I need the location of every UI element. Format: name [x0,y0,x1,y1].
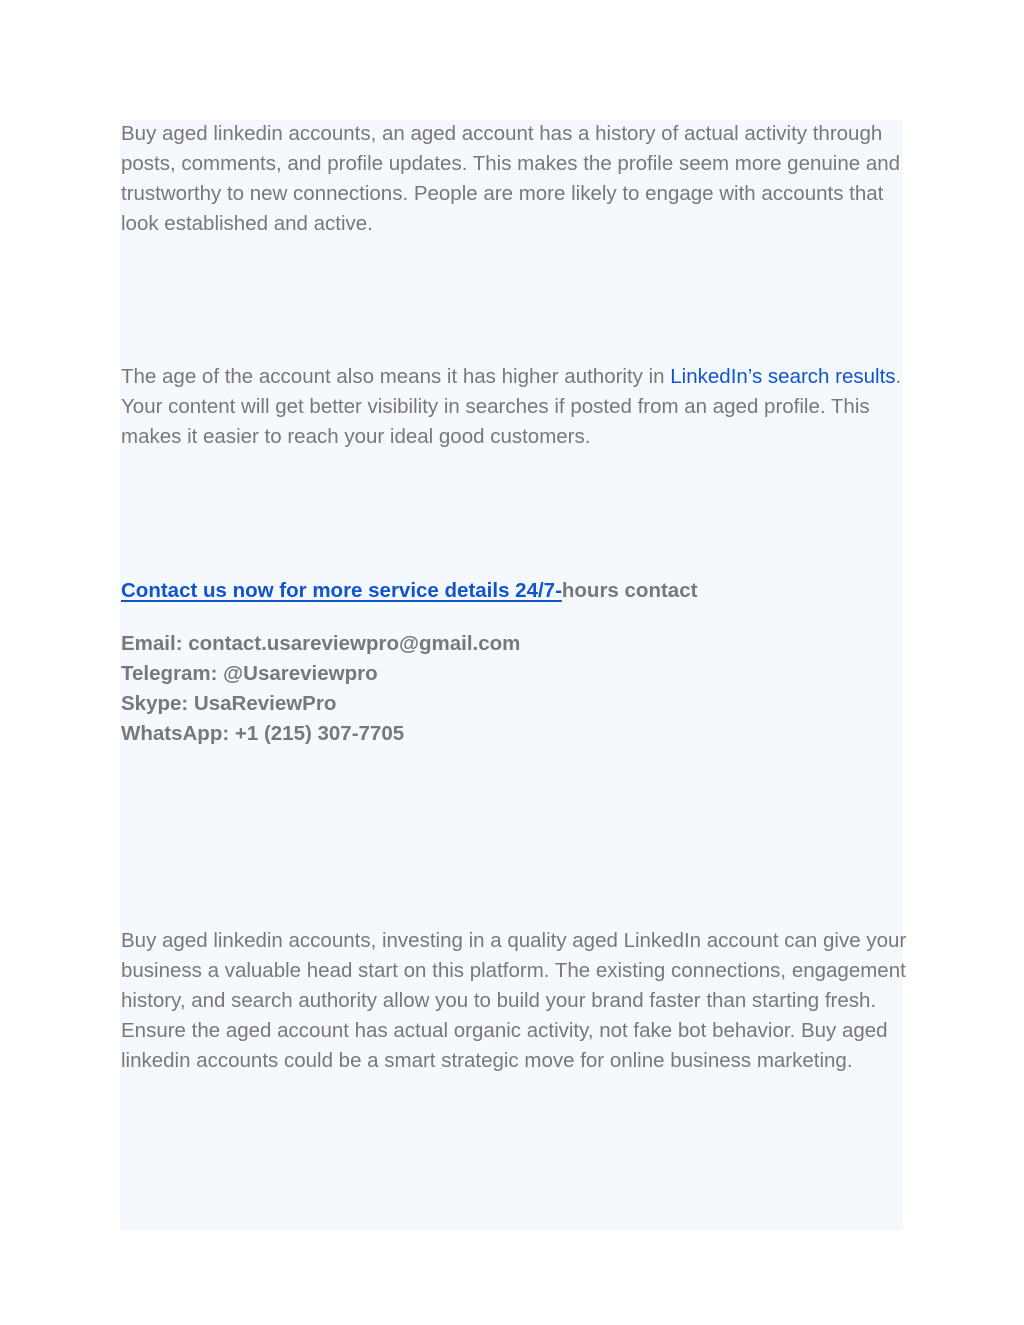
contact-details [121,629,520,749]
authority-paragraph [121,362,911,452]
authority-paragraph-text-start: The age of the account also means it has higher authority in [121,365,671,388]
investment-paragraph-text: Buy aged linkedin accounts, investing in a quality aged LinkedIn account can give your business a valuable head start on this platform. The existing connections, engagement history, and search authority allow you to build your brand faster than starting fresh. Ensure the aged account has actual organic activity, not fake bot behavior. Buy aged linkedin accounts could be a smart strategic move for online business marketing. [121,929,907,1072]
investment-paragraph [121,926,911,1076]
contact-email: Email: contact.usareviewpro@gmail.com [121,632,521,655]
intro-paragraph [121,119,911,239]
contact-whatsapp: WhatsApp: +1 (215) 307-7705 [121,722,405,745]
linkedin-search-results-link[interactable]: LinkedIn’s search results [670,365,896,388]
authority-paragraph-text-end: . Your content will get better visibility in searches if posted from an aged profile. This makes it easier to reach your ideal good customers. [121,365,902,448]
contact-us-link[interactable]: Contact us now for more service details 24/7- [121,579,562,602]
contact-skype: Skype: UsaReviewPro [121,692,337,715]
intro-paragraph-text: Buy aged linkedin accounts, an aged account has a history of actual activity through posts, comments, and profile updates. This makes the profile seem more genuine and trustworthy to new connections. People are more likely to engage with accounts that look established and active. [121,122,901,235]
contact-telegram: Telegram: @Usareviewpro [121,662,378,685]
contact-heading [121,576,697,606]
contact-heading-suffix: hours contact [561,579,698,602]
